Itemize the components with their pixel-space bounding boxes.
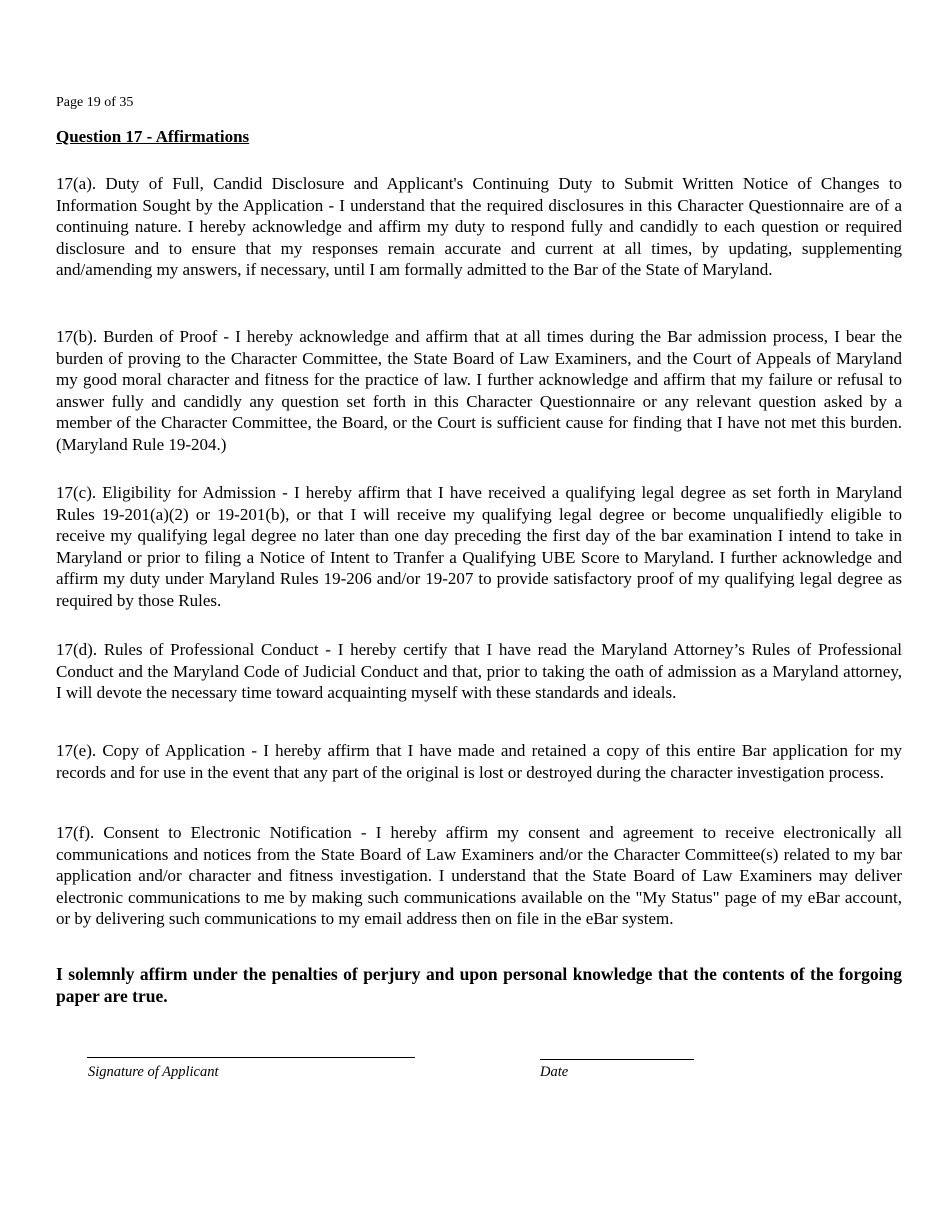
paragraph-17e: 17(e). Copy of Application - I hereby affirm that I have made and retained a copy of this entire Bar application for my records and for use in the event that any part of the original is lost or destroyed during the character investigation process. bbox=[56, 741, 902, 782]
date-line[interactable] bbox=[540, 1059, 694, 1060]
section-title: Question 17 - Affirmations bbox=[56, 127, 250, 146]
paragraph-17a: 17(a). Duty of Full, Candid Disclosure and Applicant's Continuing Duty to Submit Written Notice of Changes to Information Sought by the Application - I understand that the required disclosures in this Character Questionnaire are of a continuing nature. I hereby acknowledge and affirm my duty to respond fully and candidly to each question or required disclosure and to ensure that my responses remain accurate and current at all times, by updating, supplementing and/amending my answers, if necessary, until I am formally admitted to the Bar of the State of Maryland. bbox=[56, 174, 902, 279]
date-label: Date bbox=[540, 1064, 569, 1080]
paragraph-17d: 17(d). Rules of Professional Conduct - I hereby certify that I have read the Maryland Attorney’s Rules of Professional Conduct and the Maryland Code of Judicial Conduct and that, prior to taking the oath of admission as a Maryland attorney, I will devote the necessary time toward acquainting myself with these standards and ideals. bbox=[56, 640, 902, 702]
page-number: Page 19 of 35 bbox=[56, 95, 134, 110]
paragraph-17b: 17(b). Burden of Proof - I hereby acknowledge and affirm that at all times during the Bar admission process, I bear the burden of proving to the Character Committee, the State Board of Law Examiners, and the Court of Appeals of Maryland my good moral character and fitness for the practice of law. I further acknowledge and affirm that my failure or refusal to answer fully and candidly any question set forth in this Character Questionnaire or any relevant question asked by a member of the Character Committee, the Board, or the Court is sufficient cause for finding that I have not met this burden. (Maryland Rule 19-204.) bbox=[56, 327, 902, 454]
signature-line[interactable] bbox=[87, 1057, 415, 1058]
paragraph-17f: 17(f). Consent to Electronic Notification - I hereby affirm my consent and agreement to receive electronically all communications and notices from the State Board of Law Examiners and/or the Character Committee(s) related to my bar application and/or character and fitness investigation. I understand that the State Board of Law Examiners may deliver electronic communications to me by making such communications available on the "My Status" page of my eBar account, or by delivering such communications to my email address then on file in the eBar system. bbox=[56, 823, 902, 928]
paragraph-17c: 17(c). Eligibility for Admission - I hereby affirm that I have received a qualifying legal degree as set forth in Maryland Rules 19-201(a)(2) or 19-201(b), or that I will receive my qualifying legal degree or become unqualifiedly eligible to receive my qualifying legal degree no later than one day preceding the first day of the bar examination I intend to take in Maryland or prior to filing a Notice of Intent to Tranfer a Qualifying UBE Score to Maryland. I further acknowledge and affirm my duty under Maryland Rules 19-206 and/or 19-207 to provide satisfactory proof of my qualifying legal degree as required by those Rules. bbox=[56, 483, 902, 610]
perjury-affirmation: I solemnly affirm under the penalties of perjury and upon personal knowledge that the contents of the forgoing paper are true. bbox=[56, 964, 902, 1006]
signature-label: Signature of Applicant bbox=[88, 1064, 219, 1080]
